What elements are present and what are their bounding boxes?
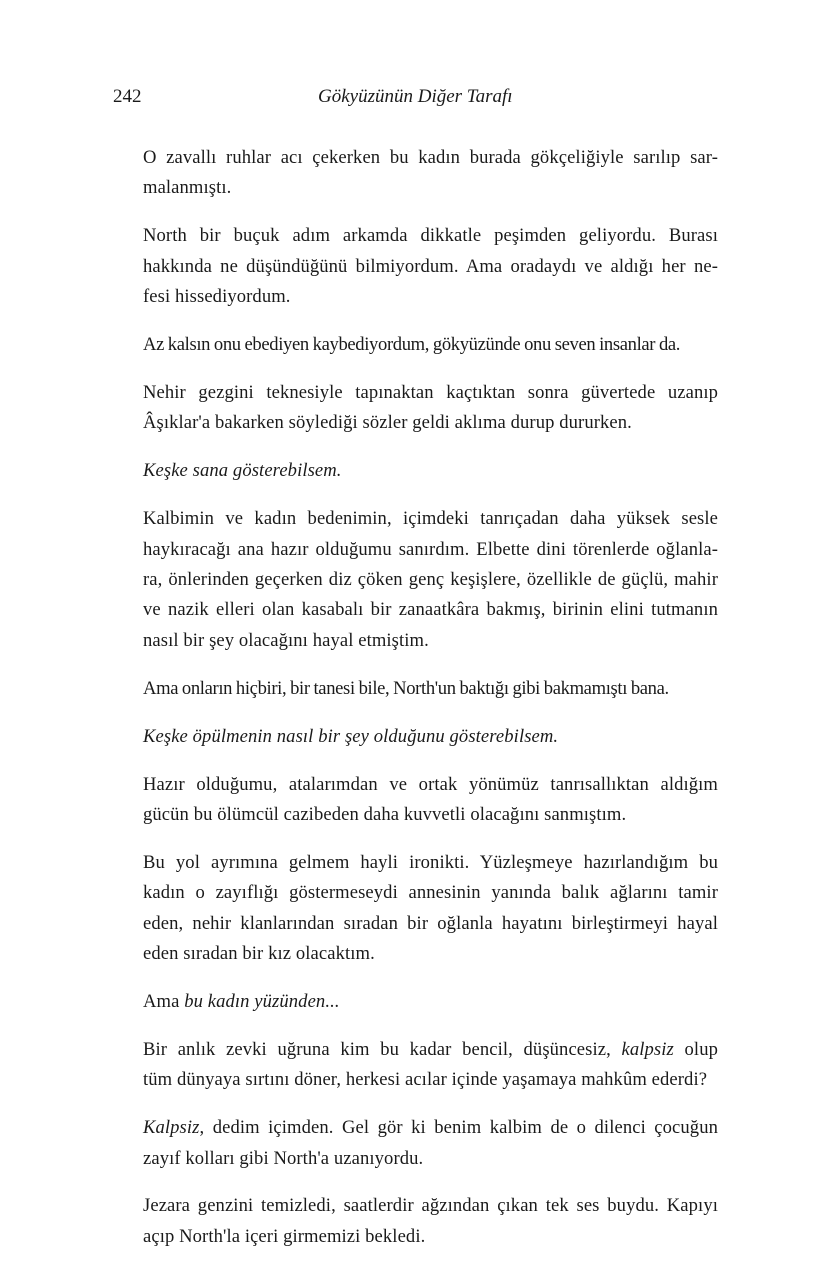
- paragraph: [113, 1191, 718, 1252]
- paragraph: [113, 221, 718, 312]
- italic-paragraph: [113, 722, 718, 752]
- paragraph: [113, 143, 718, 204]
- paragraph: [113, 987, 718, 1017]
- page-header: [113, 86, 718, 116]
- text-line: Nehir gezgini teknesiyle tapınaktan kaçtıktan sonra güvertede uzanıp: [143, 381, 718, 403]
- text-line: Jezara genzini temizledi, saatlerdir ağzından çıkan tek ses buydu. Kapıyı: [143, 1195, 718, 1217]
- italic-segment: kalpsiz: [621, 1038, 674, 1060]
- paragraph: [113, 504, 718, 656]
- italic-paragraph: [113, 456, 718, 486]
- text-line: Âşıklar'a bakarken söylediği sözler geldi aklıma durup dururken.: [143, 412, 632, 434]
- text-line: [113, 987, 718, 1017]
- paragraph: [113, 1113, 718, 1174]
- text-line: nasıl bir şey olacağını hayal etmiştim.: [143, 629, 429, 651]
- text-line: fesi hissediyordum.: [143, 286, 291, 308]
- text-line: North bir buçuk adım arkamda dikkatle peşimden geliyordu. Burası: [143, 225, 718, 247]
- text-line: eden, nehir klanlarından sıradan bir oğlanla hayatını birleştirmeyi hayal: [143, 912, 718, 934]
- text-line: kadın o zayıflığı göstermeseydi annesinin yanında balık ağlarını tamir: [143, 882, 718, 904]
- text-line: [113, 1113, 718, 1143]
- running-title: Gökyüzünün Diğer Tarafı: [318, 86, 513, 107]
- text-line: [113, 1035, 718, 1065]
- paragraph: [113, 848, 718, 970]
- text-segment: olup: [673, 1038, 718, 1060]
- text-line: ve nazik elleri olan kasabalı bir zanaatkâra bakmış, birinin elini tutmanın: [143, 599, 718, 621]
- text-segment: Ama: [143, 990, 185, 1012]
- text-line: Bu yol ayrımına gelmem hayli ironikti. Yüzleşmeye hazırlandığım bu: [143, 851, 718, 873]
- paragraph: [113, 330, 718, 360]
- text-line: O zavallı ruhlar acı çekerken bu kadın burada gökçeliğiyle sarılıp sar-: [143, 147, 718, 168]
- page-number: 242: [113, 86, 142, 107]
- italic-segment: bu kadın yüzünden...: [184, 990, 340, 1012]
- text-line: açıp North'la içeri girmemizi bekledi.: [143, 1225, 426, 1247]
- text-line: Keşke sana gösterebilsem.: [143, 460, 342, 482]
- italic-segment: Kalpsiz: [143, 1117, 200, 1139]
- text-line: gücün bu ölümcül cazibeden daha kuvvetli olacağını sanmıştım.: [143, 803, 627, 825]
- body-text: [113, 143, 718, 1270]
- text-line: haykıracağı ana hazır olduğumu sanırdım. Elbette dini törenlerde oğlanla-: [143, 538, 718, 560]
- text-line: Az kalsın onu ebediyen kaybediyordum, gökyüzünde onu seven insanlar da.: [143, 334, 681, 356]
- paragraph: [113, 770, 718, 831]
- text-line: Keşke öpülmenin nasıl bir şey olduğunu gösterebilsem.: [143, 725, 559, 747]
- text-line: Kalbimin ve kadın bedenimin, içimdeki tanrıçadan daha yüksek sesle: [143, 508, 718, 530]
- text-line: tüm dünyaya sırtını döner, herkesi acılar içinde yaşamaya mahkûm ederdi?: [143, 1069, 708, 1091]
- text-segment: , dedim içimden. Gel gör ki benim kalbim de o dilenci çocuğun: [199, 1117, 718, 1139]
- text-segment: Bir anlık zevki uğruna kim bu kadar bencil, düşüncesiz,: [143, 1038, 622, 1060]
- text-line: ra, önlerinden geçerken diz çöken genç keşişlere, özellikle de güçlü, mahir: [143, 568, 718, 590]
- text-line: Hazır olduğumu, atalarımdan ve ortak yönümüz tanrısallıktan aldığım: [143, 773, 718, 795]
- paragraph: [113, 1035, 718, 1096]
- paragraph: [113, 378, 718, 439]
- text-line: malanmıştı.: [143, 177, 232, 199]
- text-line: hakkında ne düşündüğünü bilmiyordum. Ama oradaydı ve aldığı her ne-: [143, 255, 718, 277]
- text-line: zayıf kolları gibi North'a uzanıyordu.: [143, 1147, 424, 1169]
- paragraph: [113, 674, 718, 704]
- text-line: Ama onların hiçbiri, bir tanesi bile, North'un baktığı gibi bakmamıştı bana.: [143, 677, 669, 699]
- text-line: eden sıradan bir kız olacaktım.: [143, 943, 375, 965]
